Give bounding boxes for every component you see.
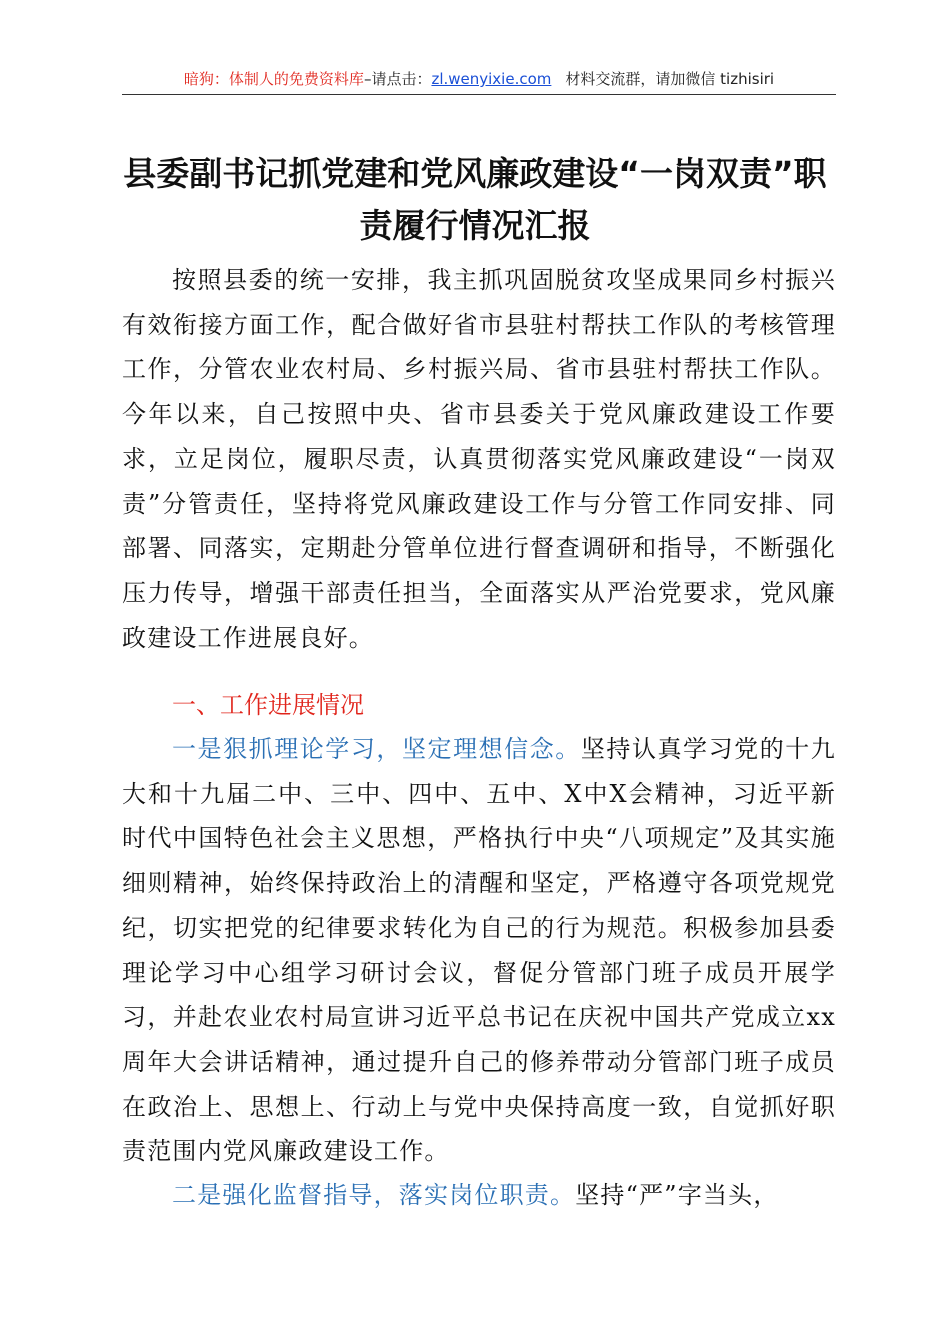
header-link[interactable]: zl.wenyixie.com bbox=[431, 70, 552, 88]
header-brand: 暗狗：体制人的免费资料库 bbox=[183, 70, 364, 88]
item-2-lead: 二是强化监督指导，落实岗位职责。 bbox=[172, 1181, 576, 1209]
document-title: 县委副书记抓党建和党风廉政建设“一岗双责”职责履行情况汇报 bbox=[123, 154, 827, 245]
header-prompt: –请点击： bbox=[363, 70, 432, 88]
section-heading: 一、工作进展情况 bbox=[172, 691, 364, 719]
item-1-lead: 一是狠抓理论学习，坚定理想信念。 bbox=[172, 735, 581, 763]
paragraph-item-1 bbox=[122, 727, 836, 1174]
item-2-text: 坚持“严”字当头， bbox=[575, 1181, 779, 1209]
item-1-text: 坚持认真学习党的十九大和十九届二中、三中、四中、五中、X中X会精神，习近平新时代中国特色社会主义思想，严格执行中央“八项规定”及其实施细则精神，始终保持政治上的清醒和坚定，严格遵守各项党规党纪，切实把党的纪律要求转化为自己的行为规范。积极参加县委理论学习中心组学习研讨会议，督促分管部门班子成员开展学习，并赴农业农村局宣讲习近平总书记在庆祝中国共产党成立xx周年大会讲话精神，通过提升自己的修养带动分管部门班子成员在政治上、思想上、行动上与党中央保持高度一致，自觉抓好职责范围内党风廉政建设工作。 bbox=[122, 735, 837, 1166]
document-header bbox=[122, 68, 836, 95]
intro-paragraph: 按照县委的统一安排，我主抓巩固脱贫攻坚成果同乡村振兴有效衔接方面工作，配合做好省市县驻村帮扶工作队的考核管理工作，分管农业农村局、乡村振兴局、省市县驻村帮扶工作队。今年以来，自己按照中央、省市县委关于党风廉政建设工作要求，立足岗位，履职尽责，认真贯彻落实党风廉政建设“一岗双责”分管责任，坚持将党风廉政建设工作与分管工作同安排、同部署、同落实，定期赴分管单位进行督查调研和指导，不断强化压力传导，增强干部责任担当，全面落实从严治党要求，党风廉政建设工作进展良好。 bbox=[122, 266, 836, 652]
paragraph-item-2 bbox=[122, 1173, 836, 1218]
header-contact: 材料交流群，请加微信 tizhisiri bbox=[565, 70, 775, 88]
